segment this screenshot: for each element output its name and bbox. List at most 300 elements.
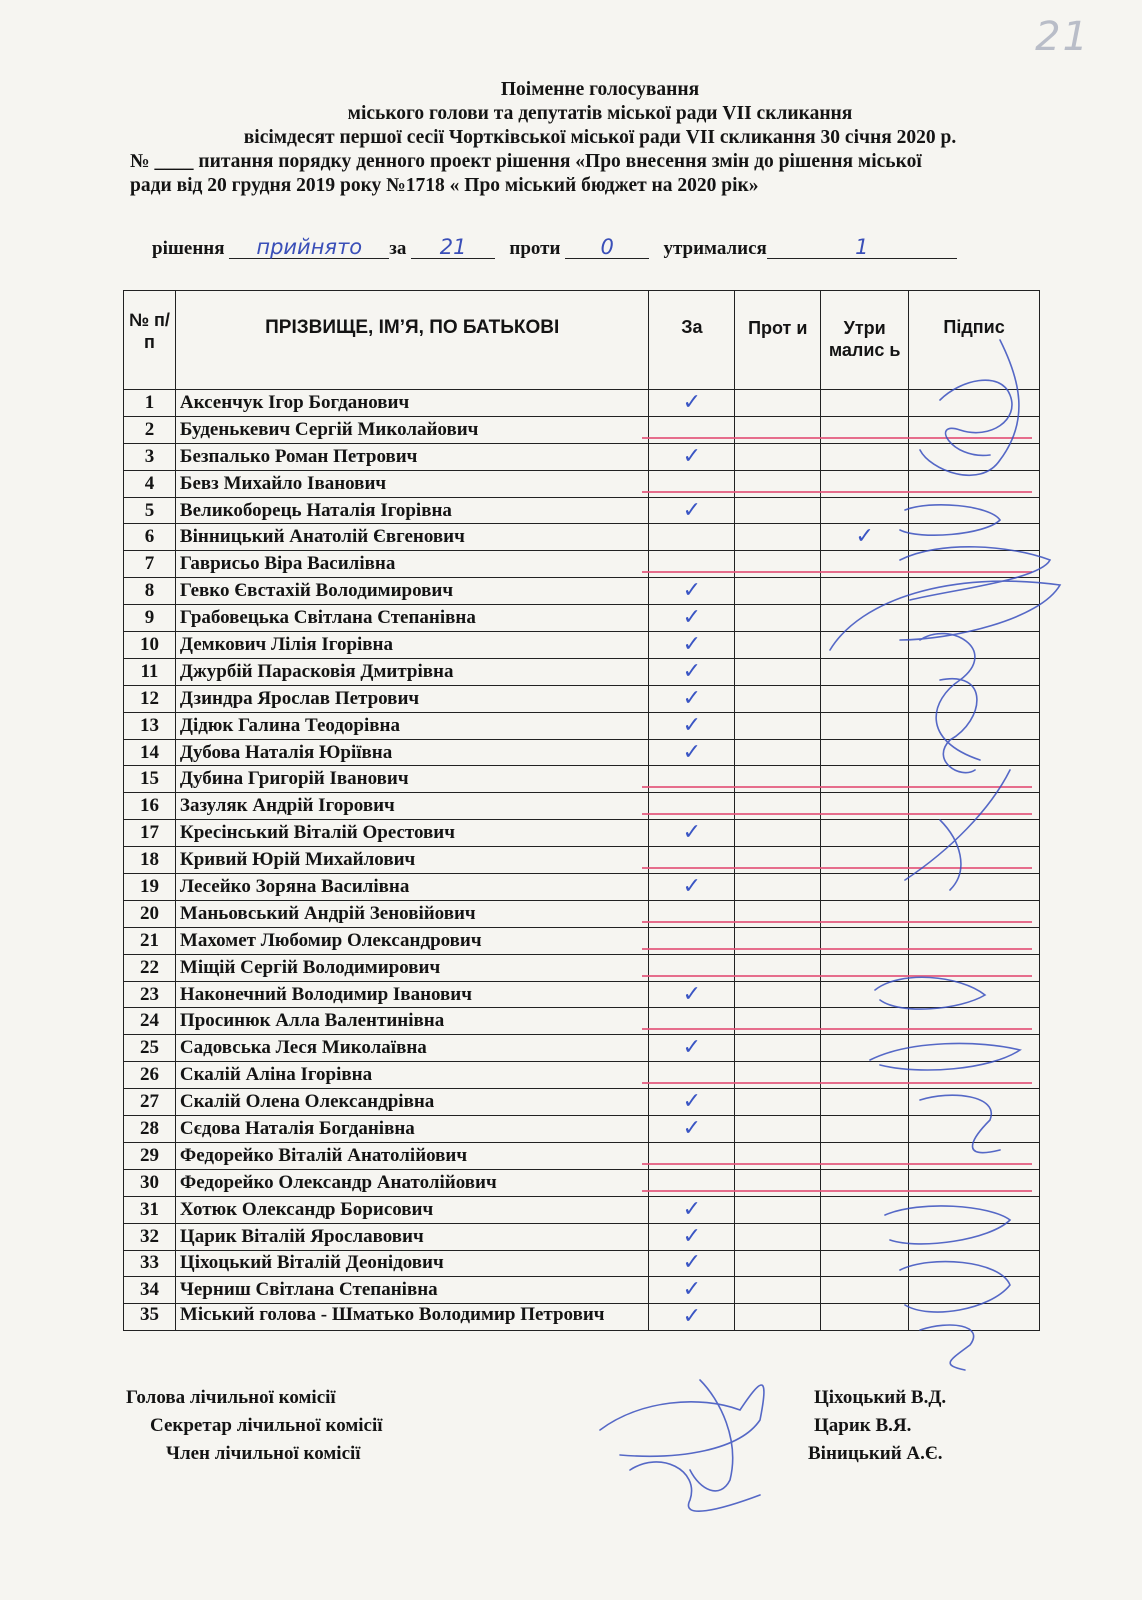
table-row <box>124 981 1040 1008</box>
table-row <box>124 874 1040 901</box>
row-number: 35 <box>124 1304 176 1331</box>
check-mark-icon: ✓ <box>682 820 702 846</box>
signature-cell <box>909 1089 1040 1116</box>
signature-cell <box>909 1008 1040 1035</box>
row-number: 14 <box>124 739 176 766</box>
signature-cell <box>909 820 1040 847</box>
vote-abstained-cell <box>821 793 909 820</box>
check-mark-icon: ✓ <box>682 1035 702 1061</box>
vote-against-cell <box>735 712 821 739</box>
signature-cell <box>909 1250 1040 1277</box>
vote-abstained-cell <box>821 1062 909 1089</box>
check-mark-icon: ✓ <box>682 1223 702 1249</box>
signature-cell <box>909 1169 1040 1196</box>
vote-for-cell <box>649 1089 735 1116</box>
vote-against-cell <box>735 820 821 847</box>
vote-for-cell <box>649 1116 735 1143</box>
signature-cell <box>909 578 1040 605</box>
vote-abstained-cell <box>821 578 909 605</box>
commission-secretary-label: Секретар лічильної комісії <box>150 1415 383 1436</box>
vote-against-cell <box>735 632 821 659</box>
vote-for-cell <box>649 1277 735 1304</box>
table-row <box>124 605 1040 632</box>
vote-against-cell <box>735 578 821 605</box>
absent-strike-line <box>642 491 1032 493</box>
vote-against-cell <box>735 739 821 766</box>
signature-cell <box>909 497 1040 524</box>
vote-abstained-cell <box>821 416 909 443</box>
check-mark-icon: ✓ <box>682 658 702 684</box>
table-row <box>124 1008 1040 1035</box>
vote-for-cell <box>649 1008 735 1035</box>
row-name: Міщій Сергій Володимирович <box>175 954 649 981</box>
check-mark-icon: ✓ <box>682 631 702 657</box>
signature-cell <box>909 1062 1040 1089</box>
signature-cell <box>909 658 1040 685</box>
vote-for-cell <box>649 443 735 470</box>
decision-label: рішення <box>152 238 225 259</box>
vote-against-cell <box>735 1277 821 1304</box>
row-name: Кресінський Віталій Орестович <box>175 820 649 847</box>
table-row <box>124 712 1040 739</box>
signature-cell <box>909 793 1040 820</box>
row-number: 21 <box>124 927 176 954</box>
row-number: 11 <box>124 658 176 685</box>
signature-cell <box>909 712 1040 739</box>
vote-for-cell <box>649 1169 735 1196</box>
check-mark-icon: ✓ <box>682 1250 702 1276</box>
table-row <box>124 1116 1040 1143</box>
signature-cell <box>909 632 1040 659</box>
row-name: Лесейко Зоряна Василівна <box>175 874 649 901</box>
vote-for-cell <box>649 900 735 927</box>
check-mark-icon: ✓ <box>682 1304 702 1330</box>
header-against: Прот и <box>735 291 821 390</box>
row-name: Гаврисьо Віра Василівна <box>175 551 649 578</box>
row-name: Махомет Любомир Олександрович <box>175 927 649 954</box>
row-name: Безпалько Роман Петрович <box>175 443 649 470</box>
vote-against-cell <box>735 1116 821 1143</box>
header-signature: Підпис <box>909 291 1040 390</box>
vote-abstained-cell <box>821 847 909 874</box>
header-subtitle: міського голови та депутатів міської ради VII скликання <box>347 103 853 124</box>
counting-commission <box>126 1384 383 1468</box>
vote-for-cell <box>649 578 735 605</box>
row-name: Маньовський Андрій Зеновійович <box>175 900 649 927</box>
vote-abstained-cell <box>821 981 909 1008</box>
table-row <box>124 658 1040 685</box>
row-name: Хотюк Олександр Борисович <box>175 1196 649 1223</box>
row-name: Федорейко Віталій Анатолійович <box>175 1142 649 1169</box>
commission-signature <box>630 1462 760 1511</box>
vote-for-cell <box>649 390 735 417</box>
vote-abstained-cell <box>821 1169 909 1196</box>
row-name: Скалій Олена Олександрівна <box>175 1089 649 1116</box>
against-label: проти <box>509 238 561 259</box>
header-abstained: Утри малис ь <box>821 291 909 390</box>
decision-summary <box>152 236 957 260</box>
vote-for-cell <box>649 874 735 901</box>
signature-cell <box>909 685 1040 712</box>
row-name: Міський голова - Шматько Володимир Петрович <box>175 1304 649 1331</box>
vote-against-cell <box>735 443 821 470</box>
table-row <box>124 766 1040 793</box>
absent-strike-line <box>642 1028 1032 1030</box>
vote-against-cell <box>735 551 821 578</box>
row-number: 2 <box>124 416 176 443</box>
table-row <box>124 578 1040 605</box>
vote-against-cell <box>735 954 821 981</box>
vote-abstained-cell <box>821 524 909 551</box>
row-number: 22 <box>124 954 176 981</box>
row-name: Сєдова Наталія Богданівна <box>175 1116 649 1143</box>
vote-abstained-cell <box>821 1089 909 1116</box>
check-mark-icon: ✓ <box>855 524 874 550</box>
signature-cell <box>909 443 1040 470</box>
row-name: Великоборець Наталія Ігорівна <box>175 497 649 524</box>
table-row <box>124 1089 1040 1116</box>
for-count: 21 <box>411 236 495 259</box>
vote-for-cell <box>649 524 735 551</box>
commission-signature <box>600 1385 764 1456</box>
row-name: Царик Віталій Ярославович <box>175 1223 649 1250</box>
check-mark-icon: ✓ <box>682 605 702 631</box>
vote-against-cell <box>735 470 821 497</box>
vote-abstained-cell <box>821 1277 909 1304</box>
vote-abstained-cell <box>821 739 909 766</box>
absent-strike-line <box>642 948 1032 950</box>
commission-chair-label: Голова лічильної комісії <box>126 1387 336 1408</box>
table-row <box>124 1062 1040 1089</box>
table-row <box>124 470 1040 497</box>
vote-for-cell <box>649 954 735 981</box>
vote-for-cell <box>649 685 735 712</box>
vote-abstained-cell <box>821 874 909 901</box>
row-number: 25 <box>124 1035 176 1062</box>
vote-abstained-cell <box>821 1142 909 1169</box>
vote-against-cell <box>735 416 821 443</box>
vote-against-cell <box>735 1008 821 1035</box>
table-row <box>124 900 1040 927</box>
vote-for-cell <box>649 1062 735 1089</box>
absent-strike-line <box>642 786 1032 788</box>
vote-for-cell <box>649 416 735 443</box>
header-name: ПРІЗВИЩЕ, ІМ’Я, ПО БАТЬКОВІ <box>175 291 649 390</box>
row-number: 12 <box>124 685 176 712</box>
vote-abstained-cell <box>821 820 909 847</box>
row-name: Кривий Юрій Михайлович <box>175 847 649 874</box>
row-name: Черниш Світлана Степанівна <box>175 1277 649 1304</box>
signature-cell <box>909 551 1040 578</box>
row-number: 29 <box>124 1142 176 1169</box>
vote-abstained-cell <box>821 551 909 578</box>
header-agenda-item: № ____ питання порядку денного проект рішення «Про внесення змін до рішення міської <box>130 151 922 172</box>
row-number: 9 <box>124 605 176 632</box>
vote-for-cell <box>649 1304 735 1331</box>
vote-for-cell <box>649 605 735 632</box>
vote-for-cell <box>649 927 735 954</box>
vote-against-cell <box>735 1062 821 1089</box>
vote-for-cell <box>649 551 735 578</box>
vote-abstained-cell <box>821 1008 909 1035</box>
commission-member-name: Віницький А.Є. <box>808 1443 943 1464</box>
vote-for-cell <box>649 820 735 847</box>
row-number: 19 <box>124 874 176 901</box>
absent-strike-line <box>642 1163 1032 1165</box>
signature-cell <box>909 1116 1040 1143</box>
vote-abstained-cell <box>821 712 909 739</box>
vote-table <box>123 290 1040 1331</box>
absent-strike-line <box>642 571 1032 573</box>
absent-strike-line <box>642 813 1032 815</box>
table-row <box>124 793 1040 820</box>
row-name: Зазуляк Андрій Ігорович <box>175 793 649 820</box>
table-row <box>124 927 1040 954</box>
abstained-count: 1 <box>767 236 957 259</box>
vote-for-cell <box>649 847 735 874</box>
row-number: 33 <box>124 1250 176 1277</box>
signature-cell <box>909 605 1040 632</box>
row-number: 8 <box>124 578 176 605</box>
table-row <box>124 443 1040 470</box>
vote-abstained-cell <box>821 658 909 685</box>
vote-for-cell <box>649 497 735 524</box>
vote-for-cell <box>649 1196 735 1223</box>
table-row <box>124 847 1040 874</box>
row-number: 15 <box>124 766 176 793</box>
vote-abstained-cell <box>821 1250 909 1277</box>
table-row <box>124 685 1040 712</box>
signature-cell <box>909 416 1040 443</box>
header-for: За <box>649 291 735 390</box>
absent-strike-line <box>642 975 1032 977</box>
signature-cell <box>909 739 1040 766</box>
signature-cell <box>909 847 1040 874</box>
absent-strike-line <box>642 1082 1032 1084</box>
absent-strike-line <box>642 867 1032 869</box>
vote-against-cell <box>735 793 821 820</box>
table-row <box>124 739 1040 766</box>
vote-against-cell <box>735 497 821 524</box>
row-name: Дзиндра Ярослав Петрович <box>175 685 649 712</box>
table-row <box>124 1277 1040 1304</box>
row-name: Скалій Аліна Ігорівна <box>175 1062 649 1089</box>
vote-abstained-cell <box>821 605 909 632</box>
row-name: Демкович Лілія Ігорівна <box>175 632 649 659</box>
row-number: 34 <box>124 1277 176 1304</box>
table-row <box>124 551 1040 578</box>
row-name: Наконечний Володимир Іванович <box>175 981 649 1008</box>
vote-abstained-cell <box>821 685 909 712</box>
vote-abstained-cell <box>821 766 909 793</box>
vote-abstained-cell <box>821 954 909 981</box>
commission-members <box>808 1384 947 1468</box>
commission-secretary-name: Царик В.Я. <box>814 1415 912 1436</box>
check-mark-icon: ✓ <box>682 1115 702 1141</box>
commission-member-label: Член лічильної комісії <box>166 1443 361 1464</box>
vote-against-cell <box>735 874 821 901</box>
signature-cell <box>909 470 1040 497</box>
table-row <box>124 1169 1040 1196</box>
vote-against-cell <box>735 1250 821 1277</box>
absent-strike-line <box>642 921 1032 923</box>
check-mark-icon: ✓ <box>682 685 702 711</box>
signature-cell <box>909 390 1040 417</box>
table-header-row <box>124 291 1040 390</box>
vote-abstained-cell <box>821 1304 909 1331</box>
row-number: 4 <box>124 470 176 497</box>
table-row <box>124 632 1040 659</box>
table-row <box>124 820 1040 847</box>
table-row <box>124 1142 1040 1169</box>
row-number: 3 <box>124 443 176 470</box>
header-title: Поіменне голосування <box>500 79 700 100</box>
for-label: за <box>389 238 407 259</box>
check-mark-icon: ✓ <box>682 1196 702 1222</box>
vote-abstained-cell <box>821 1223 909 1250</box>
vote-against-cell <box>735 1089 821 1116</box>
signature-cell <box>909 1142 1040 1169</box>
signature-cell <box>909 954 1040 981</box>
check-mark-icon: ✓ <box>682 873 702 899</box>
vote-abstained-cell <box>821 390 909 417</box>
row-name: Буденькевич Сергій Миколайович <box>175 416 649 443</box>
vote-against-cell <box>735 1035 821 1062</box>
row-number: 31 <box>124 1196 176 1223</box>
vote-against-cell <box>735 1223 821 1250</box>
row-name: Дідюк Галина Теодорівна <box>175 712 649 739</box>
absent-strike-line <box>642 1190 1032 1192</box>
vote-against-cell <box>735 1142 821 1169</box>
row-number: 7 <box>124 551 176 578</box>
vote-for-cell <box>649 981 735 1008</box>
row-number: 26 <box>124 1062 176 1089</box>
document-header <box>130 78 1070 198</box>
row-name: Аксенчук Ігор Богданович <box>175 390 649 417</box>
vote-against-cell <box>735 847 821 874</box>
page-number: 21 <box>1035 14 1090 60</box>
row-number: 13 <box>124 712 176 739</box>
row-number: 27 <box>124 1089 176 1116</box>
vote-for-cell <box>649 658 735 685</box>
vote-for-cell <box>649 766 735 793</box>
table-row <box>124 390 1040 417</box>
vote-abstained-cell <box>821 443 909 470</box>
vote-for-cell <box>649 1142 735 1169</box>
row-number: 1 <box>124 390 176 417</box>
vote-against-cell <box>735 605 821 632</box>
row-name: Садовська Леся Миколаївна <box>175 1035 649 1062</box>
signature-cell <box>909 874 1040 901</box>
vote-for-cell <box>649 1250 735 1277</box>
row-number: 23 <box>124 981 176 1008</box>
vote-for-cell <box>649 470 735 497</box>
check-mark-icon: ✓ <box>682 389 702 415</box>
row-name: Вінницький Анатолій Євгенович <box>175 524 649 551</box>
vote-for-cell <box>649 739 735 766</box>
row-name: Бевз Михайло Іванович <box>175 470 649 497</box>
row-number: 5 <box>124 497 176 524</box>
vote-abstained-cell <box>821 927 909 954</box>
row-number: 32 <box>124 1223 176 1250</box>
row-number: 18 <box>124 847 176 874</box>
signature-cell <box>909 927 1040 954</box>
vote-for-cell <box>649 793 735 820</box>
row-name: Грабовецька Світлана Степанівна <box>175 605 649 632</box>
table-row <box>124 1304 1040 1331</box>
row-name: Федорейко Олександр Анатолійович <box>175 1169 649 1196</box>
row-number: 10 <box>124 632 176 659</box>
table-row <box>124 1035 1040 1062</box>
signature-cell <box>909 981 1040 1008</box>
vote-against-cell <box>735 685 821 712</box>
vote-against-cell <box>735 927 821 954</box>
signature-cell <box>909 1196 1040 1223</box>
table-row <box>124 1223 1040 1250</box>
signature-cell <box>909 1223 1040 1250</box>
vote-against-cell <box>735 524 821 551</box>
vote-for-cell <box>649 1035 735 1062</box>
vote-abstained-cell <box>821 497 909 524</box>
signature-cell <box>909 900 1040 927</box>
vote-abstained-cell <box>821 470 909 497</box>
vote-against-cell <box>735 900 821 927</box>
vote-against-cell <box>735 1304 821 1331</box>
absent-strike-line <box>642 437 1032 439</box>
vote-against-cell <box>735 658 821 685</box>
check-mark-icon: ✓ <box>682 578 702 604</box>
row-number: 30 <box>124 1169 176 1196</box>
check-mark-icon: ✓ <box>682 497 702 523</box>
vote-against-cell <box>735 390 821 417</box>
check-mark-icon: ✓ <box>682 443 702 469</box>
row-name: Просинюк Алла Валентинівна <box>175 1008 649 1035</box>
header-num: № п/п <box>124 291 176 390</box>
table-row <box>124 1250 1040 1277</box>
signature-cell <box>909 1304 1040 1331</box>
table-row <box>124 497 1040 524</box>
row-number: 20 <box>124 900 176 927</box>
signature-cell <box>909 524 1040 551</box>
vote-for-cell <box>649 712 735 739</box>
vote-for-cell <box>649 1223 735 1250</box>
vote-against-cell <box>735 981 821 1008</box>
vote-for-cell <box>649 632 735 659</box>
row-number: 24 <box>124 1008 176 1035</box>
vote-abstained-cell <box>821 900 909 927</box>
vote-against-cell <box>735 1169 821 1196</box>
row-number: 6 <box>124 524 176 551</box>
against-count: 0 <box>565 236 649 259</box>
table-row <box>124 954 1040 981</box>
header-agenda-item-cont: ради від 20 грудня 2019 року №1718 « Про міський бюджет на 2020 рік» <box>130 175 759 196</box>
decision-value: прийнято <box>229 236 389 259</box>
table-row <box>124 416 1040 443</box>
row-name: Дубова Наталія Юріївна <box>175 739 649 766</box>
row-name: Гевко Євстахій Володимирович <box>175 578 649 605</box>
check-mark-icon: ✓ <box>682 1089 702 1115</box>
abstained-label: утрималися <box>663 238 767 259</box>
row-name: Дубина Григорій Іванович <box>175 766 649 793</box>
commission-chair-name: Ціхоцький В.Д. <box>814 1387 947 1408</box>
row-number: 16 <box>124 793 176 820</box>
check-mark-icon: ✓ <box>682 1277 702 1303</box>
vote-abstained-cell <box>821 1116 909 1143</box>
row-number: 17 <box>124 820 176 847</box>
vote-against-cell <box>735 1196 821 1223</box>
vote-abstained-cell <box>821 1035 909 1062</box>
signature-scribble <box>920 1325 974 1370</box>
